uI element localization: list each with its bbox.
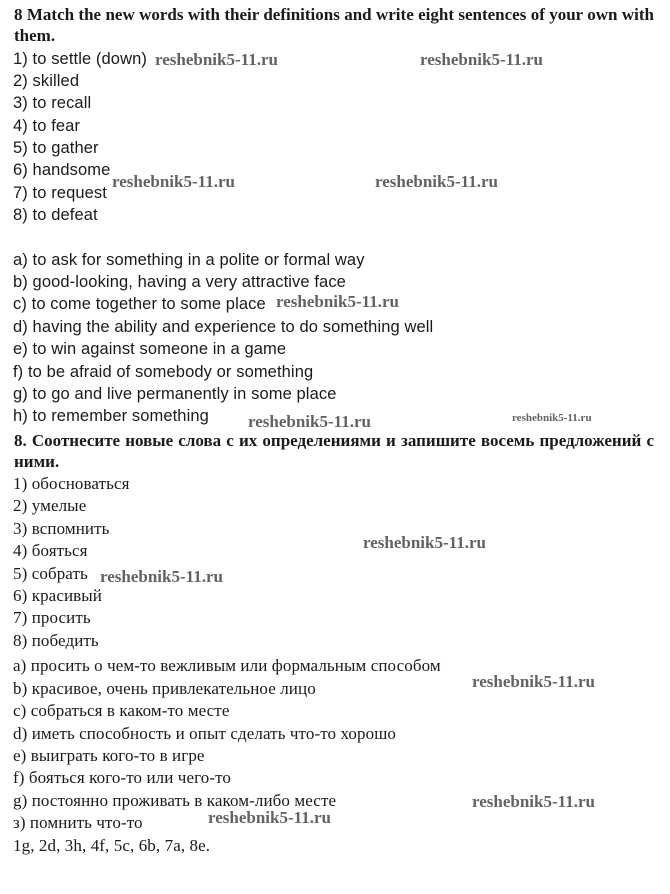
russian-word-8: 8) победить: [13, 631, 99, 650]
english-word-7: 7) to request: [13, 184, 107, 202]
watermark: reshebnik5-11.ru: [276, 292, 399, 311]
english-definition-e: e) to win against someone in a game: [13, 340, 287, 358]
watermark: reshebnik5-11.ru: [472, 792, 595, 811]
english-word-3: 3) to recall: [13, 94, 92, 112]
answer-key: 1g, 2d, 3h, 4f, 5c, 6b, 7a, 8e.: [13, 836, 211, 855]
english-word-2: 2) skilled: [13, 72, 80, 90]
english-word-6: 6) handsome: [13, 161, 111, 179]
russian-word-6: 6) красивый: [13, 586, 103, 605]
watermark: reshebnik5-11.ru: [208, 808, 331, 827]
russian-word-1: 1) обосноваться: [13, 474, 130, 493]
russian-definition-c: c) собраться в каком-то месте: [13, 701, 230, 720]
english-definition-b: b) good-looking, having a very attractive face: [13, 273, 346, 291]
english-word-4: 4) to fear: [13, 117, 81, 135]
english-definition-g: g) to go and live permanently in some place: [13, 385, 337, 403]
russian-definition-g: g) постоянно проживать в каком-либо месте: [13, 791, 337, 810]
watermark: reshebnik5-11.ru: [472, 672, 595, 691]
watermark: reshebnik5-11.ru: [375, 172, 498, 191]
russian-definition-b: b) красивое, очень привлекательное лицо: [13, 679, 316, 698]
watermark: reshebnik5-11.ru: [155, 50, 278, 69]
english-definition-c: c) to come together to some place: [13, 295, 266, 313]
english-word-1: 1) to settle (down): [13, 50, 147, 68]
russian-definition-e: e) выиграть кого-то в игре: [13, 746, 205, 765]
watermark: reshebnik5-11.ru: [100, 567, 223, 586]
russian-definition-d: d) иметь способность и опыт сделать что-то хорошо: [13, 724, 397, 743]
russian-word-3: 3) вспомнить: [13, 519, 110, 538]
russian-word-4: 4) бояться: [13, 541, 88, 560]
english-word-8: 8) to defeat: [13, 206, 98, 224]
watermark: reshebnik5-11.ru: [112, 172, 235, 191]
watermark: reshebnik5-11.ru: [363, 533, 486, 552]
english-definition-d: d) having the ability and experience to do something well: [13, 318, 434, 336]
russian-definition-h: з) помнить что-то: [13, 813, 143, 832]
watermark: reshebnik5-11.ru: [420, 50, 543, 69]
russian-definition-a: a) просить о чем-то вежливым или формальным способом: [13, 656, 441, 675]
russian-word-5: 5) собрать: [13, 564, 88, 583]
russian-word-7: 7) просить: [13, 608, 91, 627]
watermark: reshebnik5-11.ru: [512, 412, 592, 424]
russian-definition-f: f) бояться кого-то или чего-то: [13, 768, 232, 787]
russian-word-2: 2) умелые: [13, 496, 87, 515]
english-heading: 8 Match the new words with their definitions and write eight sentences of your own with them.: [14, 5, 654, 45]
english-word-5: 5) to gather: [13, 139, 99, 157]
english-definition-h: h) to remember something: [13, 407, 209, 425]
watermark: reshebnik5-11.ru: [248, 412, 371, 431]
english-definition-f: f) to be afraid of somebody or something: [13, 363, 314, 381]
english-definition-a: a) to ask for something in a polite or formal way: [13, 251, 365, 269]
russian-heading: 8. Соотнесите новые слова с их определениями и запишите восемь предложений с ними.: [14, 431, 654, 471]
